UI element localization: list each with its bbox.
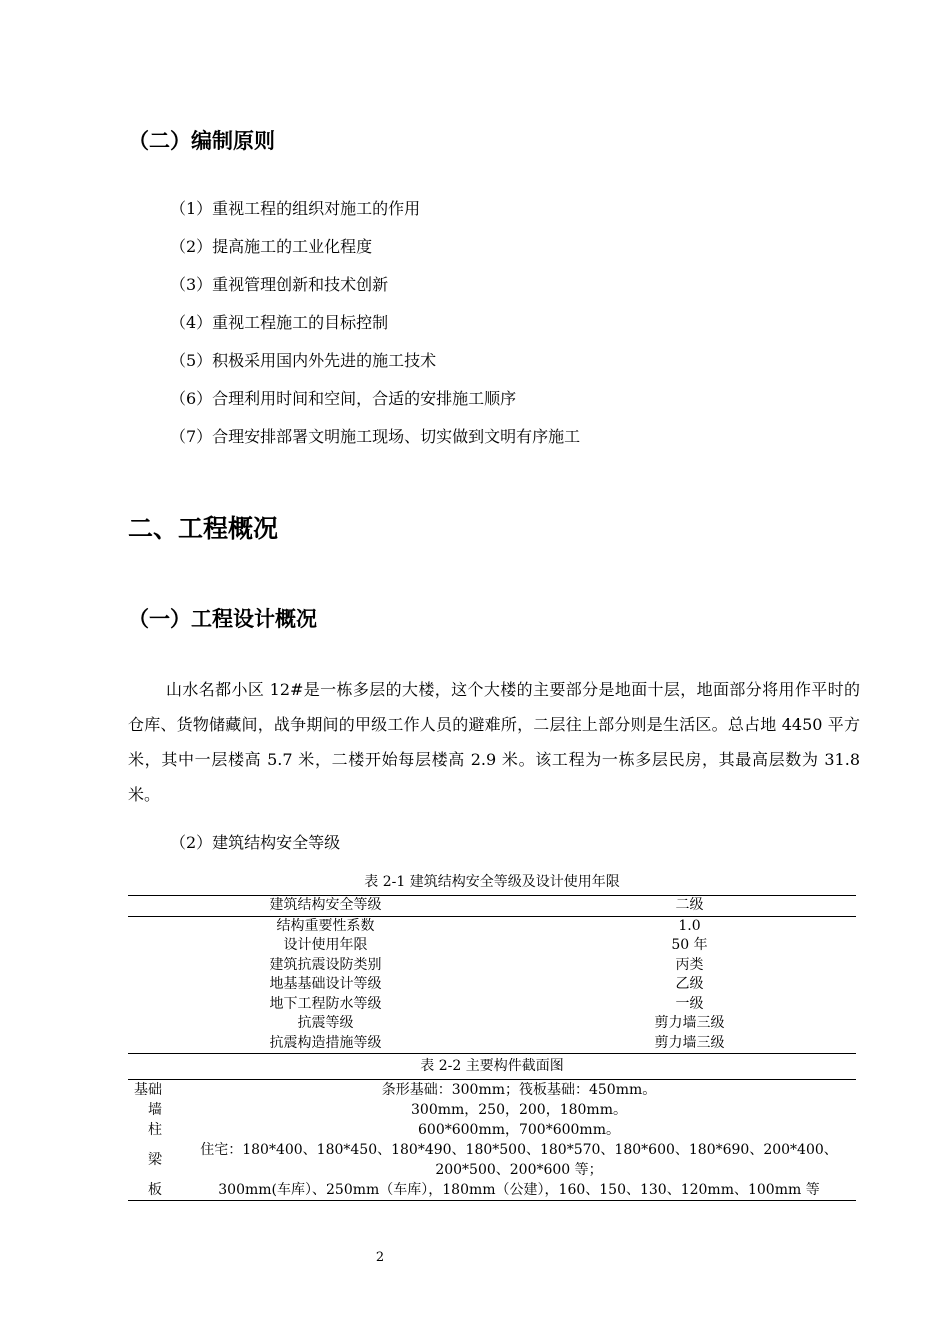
section-heading-principles: （二）编制原则 — [128, 129, 275, 153]
table1-caption: 表 2-1 建筑结构安全等级及设计使用年限 — [364, 874, 620, 890]
list-item: （2）提高施工的工业化程度 — [170, 237, 373, 256]
table-cell: 300mm(车库）、250mm（车库），180mm（公建），160、150、130、120mm、100mm 等 — [182, 1180, 856, 1201]
table-cell: 住宅：180*400、180*450、180*490、180*500、180*570、180*600、180*690、200*400、200*500、200*600 等； — [200, 1142, 838, 1178]
table-row — [128, 1100, 856, 1120]
table-cell: 二级 — [523, 896, 856, 917]
list-item: （6）合理利用时间和空间，合适的安排施工顺序 — [170, 389, 517, 408]
row-label: 柱 — [148, 1122, 162, 1138]
table-cell: 抗震构造措施等级 — [128, 1034, 523, 1054]
row-label: 梁 — [148, 1152, 162, 1168]
table-row — [128, 1140, 856, 1180]
list-item: （7）合理安排部署文明施工现场、切实做到文明有序施工 — [170, 427, 581, 446]
subheading-safety-grade: （2）建筑结构安全等级 — [170, 833, 341, 852]
table-cell: 一级 — [675, 995, 704, 1012]
table-row — [128, 916, 856, 936]
table-row — [128, 936, 856, 956]
table-cell: 地基基础设计等级 — [269, 976, 382, 992]
overview-paragraph: 山水名都小区 12#是一栋多层的大楼，这个大楼的主要部分是地面十层，地面部分将用作平时的仓库、货物储藏间，战争期间的甲级工作人员的避难所，二层往上部分则是生活区。总占地 4450 平方米，其中一层楼高 5.7 米，二楼开始每层楼高 2.9 米。该工程为一栋多层民房，其最高层数为 31.8 米。 — [128, 680, 860, 804]
principles-list — [170, 196, 580, 462]
table-cell: 剪力墙三级 — [523, 1034, 856, 1054]
table-cell: 剪力墙三级 — [654, 1015, 725, 1031]
table-row — [128, 956, 856, 976]
table-row — [128, 1180, 856, 1201]
table-cell: 丙类 — [675, 956, 704, 973]
row-label: 墙 — [148, 1102, 162, 1118]
section-heading-design: （一）工程设计概况 — [128, 607, 317, 631]
table-row — [128, 1080, 856, 1101]
table-cell: 地下工程防水等级 — [269, 995, 382, 1012]
table-cell: 建筑结构安全等级 — [128, 896, 523, 917]
table-row — [128, 975, 856, 995]
list-item: （5）积极采用国内外先进的施工技术 — [170, 351, 437, 370]
table2-caption: 表 2-2 主要构件截面图 — [420, 1058, 564, 1074]
list-item: （3）重视管理创新和技术创新 — [170, 275, 389, 294]
member-section-table — [128, 1079, 856, 1201]
chapter-heading: 二、工程概况 — [128, 514, 279, 543]
row-label: 基础 — [128, 1080, 182, 1101]
table-cell: 抗震等级 — [297, 1015, 354, 1031]
table-row — [128, 995, 856, 1015]
table-row — [128, 1014, 856, 1034]
table-cell: 600*600mm，700*600mm。 — [418, 1122, 620, 1138]
table-row — [128, 1120, 856, 1140]
table-cell: 300mm，250，200，180mm。 — [411, 1102, 627, 1118]
table-cell: 结构重要性系数 — [276, 917, 375, 934]
list-item: （1）重视工程的组织对施工的作用 — [170, 199, 421, 218]
table-cell: 1.0 — [678, 917, 701, 934]
page-number: 2 — [375, 1250, 385, 1265]
table-cell: 建筑抗震设防类别 — [269, 956, 382, 973]
safety-grade-table — [128, 895, 856, 1054]
table-cell: 乙级 — [675, 976, 704, 992]
table-row — [128, 1034, 856, 1054]
table-cell: 条形基础：300mm；筏板基础：450mm。 — [182, 1080, 856, 1101]
table-cell: 50 年 — [671, 937, 708, 953]
table-row — [128, 896, 856, 917]
list-item: （4）重视工程施工的目标控制 — [170, 313, 389, 332]
table-cell: 设计使用年限 — [283, 937, 368, 953]
row-label: 板 — [128, 1180, 182, 1201]
